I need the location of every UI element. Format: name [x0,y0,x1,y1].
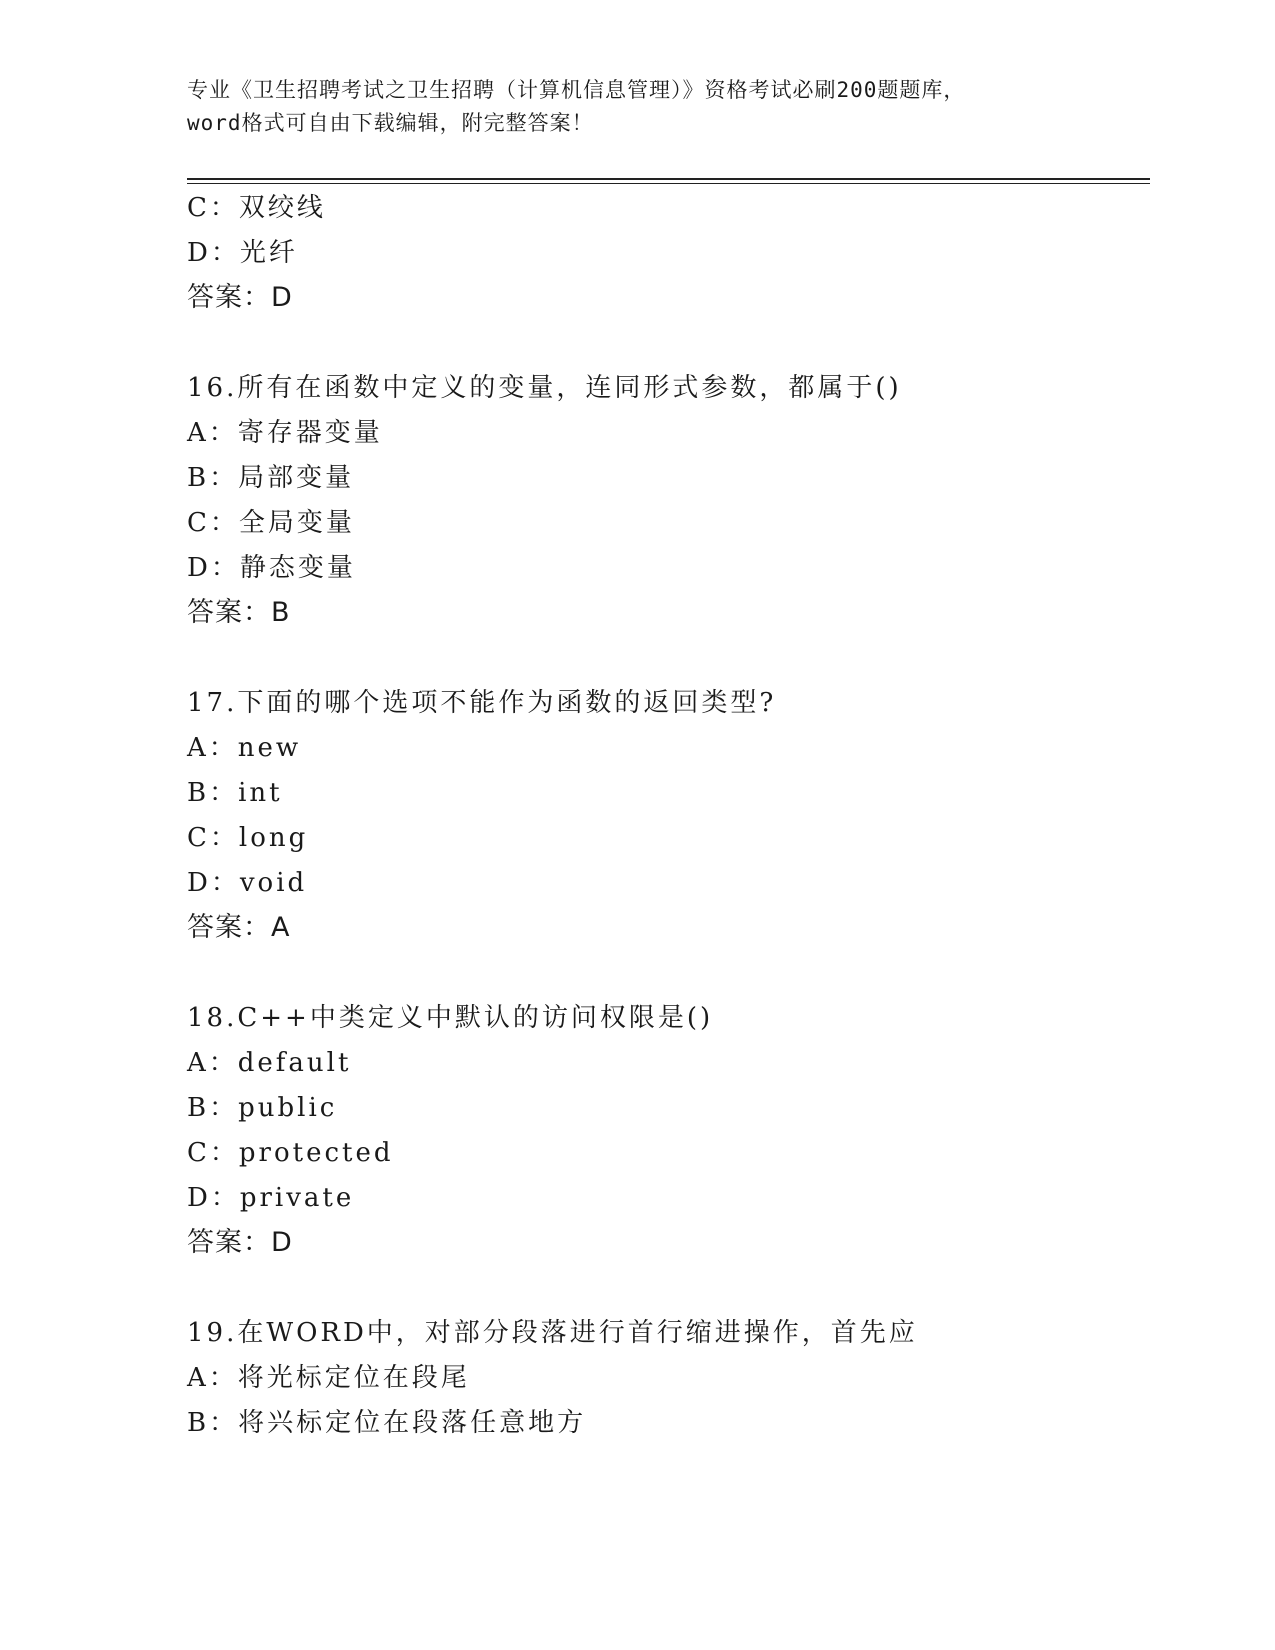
option-a: A：default [187,1048,352,1078]
answer-label: 答案：A [187,912,291,943]
option-d: D：private [187,1183,355,1213]
question-stem-16: 16.所有在函数中定义的变量，连同形式参数，都属于() [187,373,902,403]
option-a: A：寄存器变量 [187,418,383,448]
header-divider-thick [187,178,1150,180]
document-header [187,74,1087,140]
header-divider-thin [187,183,1150,184]
answer-label: 答案：B [187,597,291,628]
header-title-line-1: 专业《卫生招聘考试之卫生招聘（计算机信息管理）》资格考试必刷200题题库， [187,78,966,102]
header-title-line-2: word格式可自由下载编辑，附完整答案！ [187,111,594,135]
option-b: B：将兴标定位在段落任意地方 [187,1408,587,1438]
option-d: D：静态变量 [187,553,356,583]
option-c: C：protected [187,1138,394,1168]
option-d: D：光纤 [187,238,298,268]
option-d: D：void [187,868,308,898]
option-a: A：将光标定位在段尾 [187,1363,470,1393]
option-c: C：双绞线 [187,193,326,223]
option-b: B：局部变量 [187,463,355,493]
option-c: C：long [187,823,309,853]
answer-label: 答案：D [187,1227,293,1258]
question-stem-19: 19.在WORD中，对部分段落进行首行缩进操作，首先应 [187,1318,918,1348]
option-b: B：int [187,778,283,808]
question-stem-17: 17.下面的哪个选项不能作为函数的返回类型? [187,688,777,718]
option-a: A：new [187,733,302,763]
answer-label: 答案：D [187,282,293,313]
question-stem-18: 18.C++中类定义中默认的访问权限是() [187,1003,714,1033]
option-c: C：全局变量 [187,508,355,538]
option-b: B：public [187,1093,338,1123]
